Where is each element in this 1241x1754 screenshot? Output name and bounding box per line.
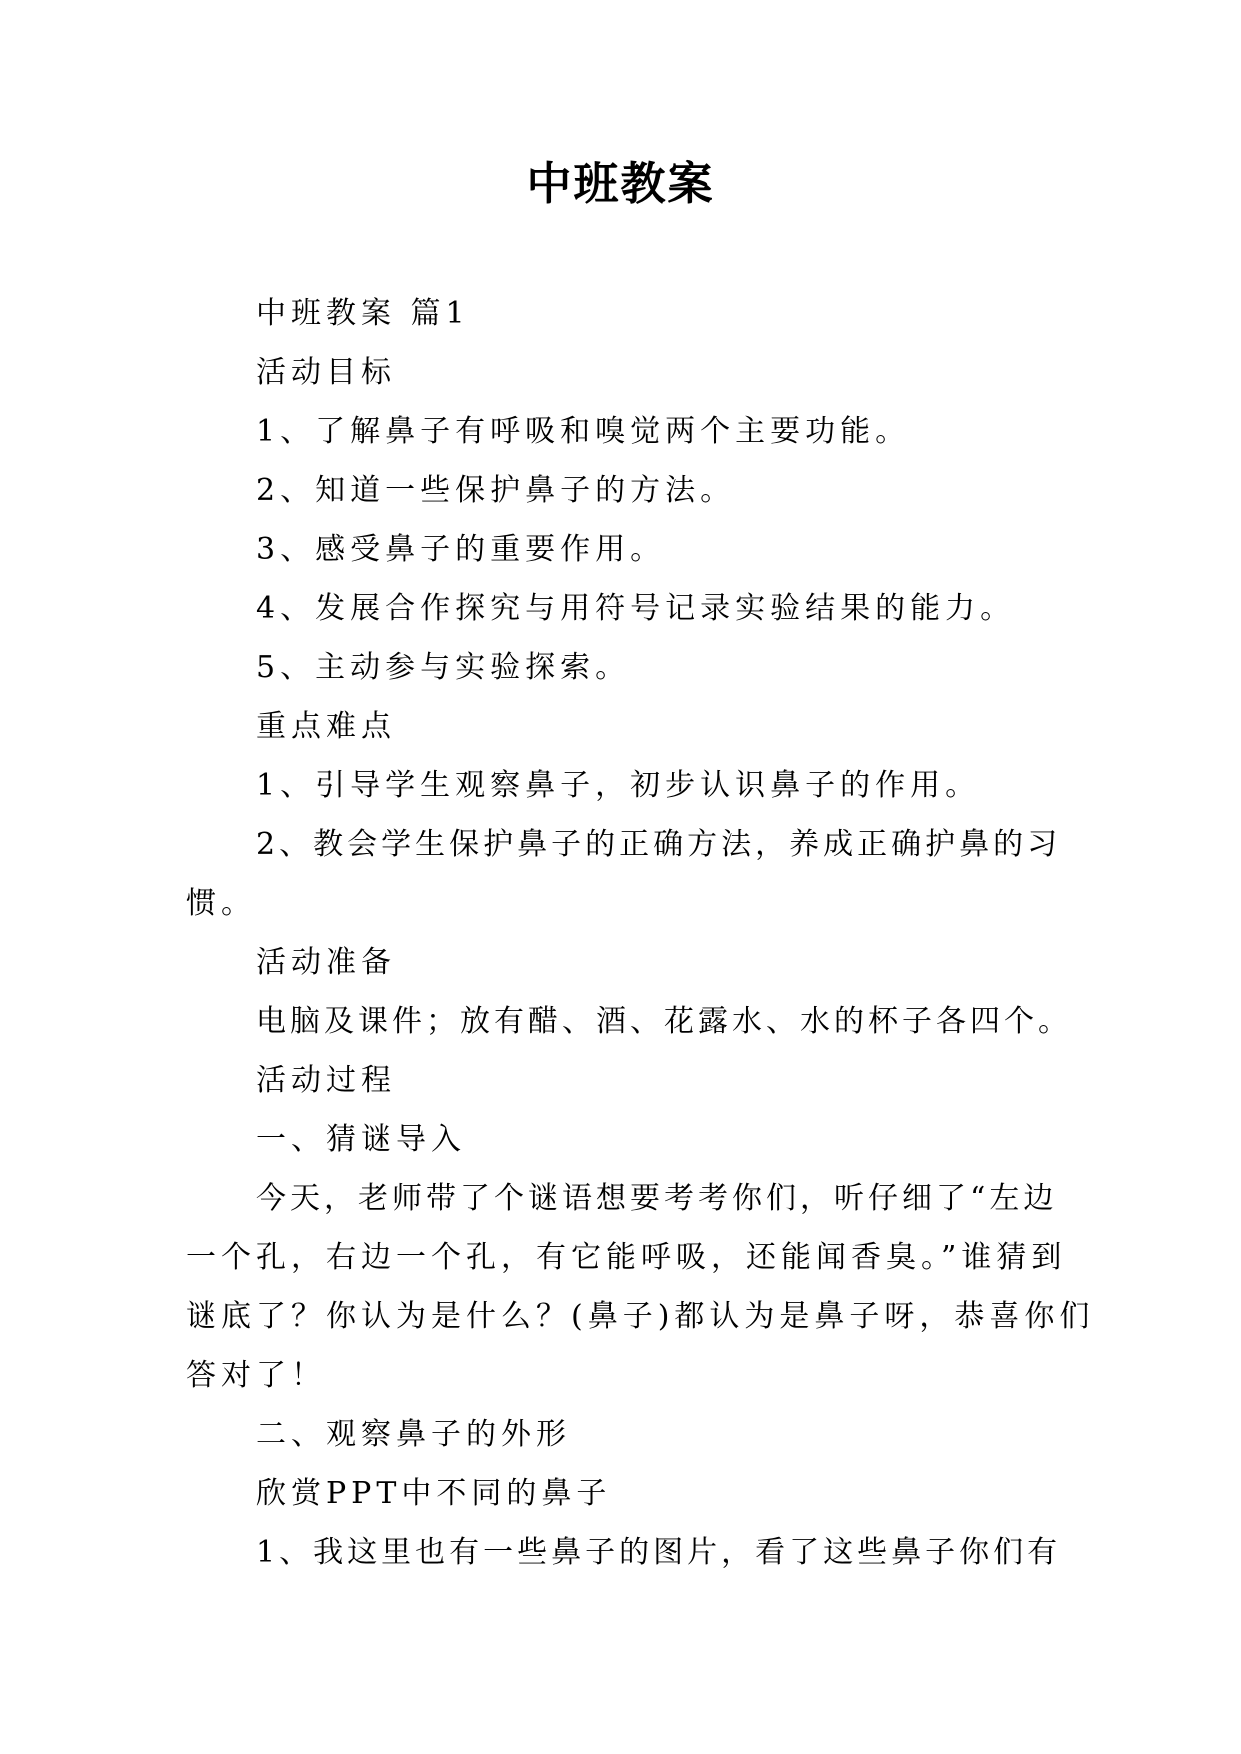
paragraph: 5、主动参与实验探索。 bbox=[256, 650, 631, 685]
paragraph: 电脑及课件；放有醋、酒、花露水、水的杯子各四个。 bbox=[256, 1004, 1072, 1039]
section-heading: 中班教案 篇1 bbox=[256, 296, 470, 331]
document-body bbox=[186, 284, 1095, 1582]
paragraph: 1、引导学生观察鼻子，初步认识鼻子的作用。 bbox=[256, 768, 981, 803]
paragraph-continuation: 一个孔，右边一个孔，有它能呼吸，还能闻香臭。”谁猜到 bbox=[186, 1240, 1067, 1275]
subsection-heading: 二、观察鼻子的外形 bbox=[256, 1417, 571, 1452]
paragraph: 欣赏PPT中不同的鼻子 bbox=[256, 1476, 612, 1511]
paragraph: 4、发展合作探究与用符号记录实验结果的能力。 bbox=[256, 591, 1016, 626]
paragraph: 今天，老师带了个谜语想要考考你们，听仔细了“左边 bbox=[256, 1181, 1058, 1216]
paragraph-continuation: 谜底了？你认为是什么？(鼻子)都认为是鼻子呀，恭喜你们 bbox=[186, 1299, 1095, 1334]
section-heading: 重点难点 bbox=[256, 709, 396, 744]
paragraph: 1、我这里也有一些鼻子的图片，看了这些鼻子你们有 bbox=[256, 1535, 1062, 1570]
section-heading: 活动目标 bbox=[256, 355, 396, 390]
section-heading: 活动准备 bbox=[256, 945, 396, 980]
section-heading: 活动过程 bbox=[256, 1063, 396, 1098]
subsection-heading: 一、猜谜导入 bbox=[256, 1122, 466, 1157]
paragraph: 2、知道一些保护鼻子的方法。 bbox=[256, 473, 736, 508]
paragraph: 3、感受鼻子的重要作用。 bbox=[256, 532, 666, 567]
paragraph-continuation: 惯。 bbox=[186, 886, 256, 921]
paragraph: 2、教会学生保护鼻子的正确方法，养成正确护鼻的习 bbox=[256, 827, 1062, 862]
paragraph-continuation: 答对了！ bbox=[186, 1358, 326, 1393]
paragraph: 1、了解鼻子有呼吸和嗅觉两个主要功能。 bbox=[256, 414, 911, 449]
document-title: 中班教案 bbox=[526, 157, 715, 210]
